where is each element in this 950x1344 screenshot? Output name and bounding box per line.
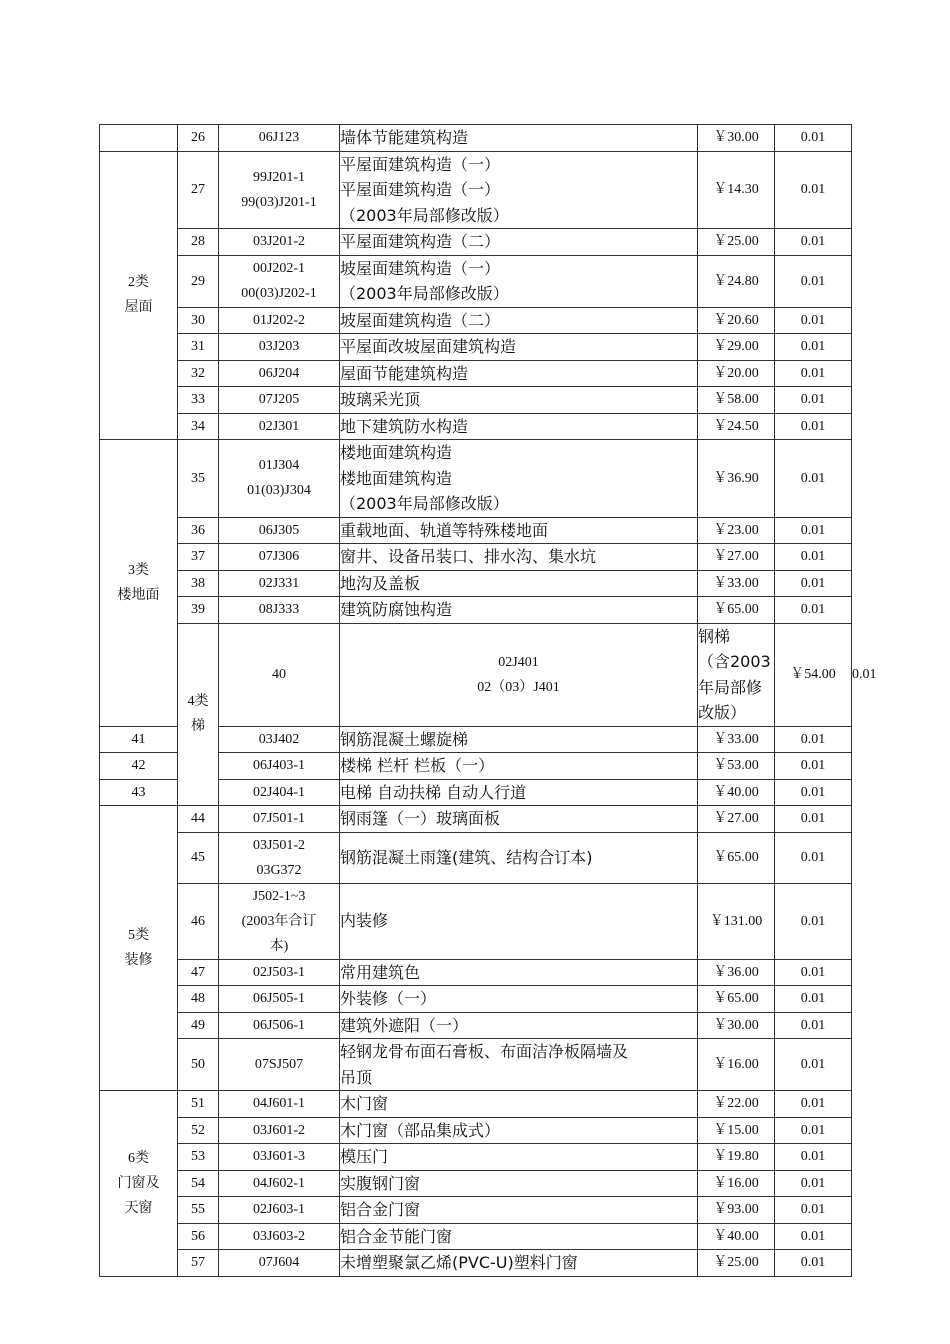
standard-code-line: 02J401 (498, 654, 539, 670)
standard-title (340, 1012, 698, 1039)
table-row (100, 440, 852, 518)
standard-code-line: 06J506-1 (252, 1017, 306, 1033)
rate-cell: 0.01 (775, 440, 852, 518)
price-cell: ￥25.00 (698, 229, 775, 256)
standard-title (340, 255, 698, 307)
row-number: 46 (178, 883, 219, 959)
standard-code-line: 07J604 (258, 1255, 300, 1271)
rate-cell: 0.01 (775, 151, 852, 229)
standard-title-line: 重载地面、轨道等特殊楼地面 (340, 520, 549, 540)
standard-title-line: 地沟及盖板 (340, 573, 421, 593)
row-number: 35 (178, 440, 219, 518)
price-cell: ￥16.00 (698, 1039, 775, 1091)
price-cell: ￥24.80 (698, 255, 775, 307)
standard-title-line: 铝合金节能门窗 (340, 1226, 453, 1246)
rate-cell: 0.01 (775, 570, 852, 597)
standard-title-line: 轻钢龙骨布面石膏板、布面洁净板隔墙及 (340, 1042, 629, 1061)
category-label: 门窗及 (117, 1175, 160, 1191)
standard-code-line: 07J501-1 (252, 811, 306, 827)
price-cell: ￥20.60 (698, 307, 775, 334)
rate-cell: 0.01 (775, 597, 852, 624)
standard-code (219, 360, 340, 387)
table-row (100, 1223, 852, 1250)
standard-title (698, 623, 775, 726)
row-number: 33 (178, 387, 219, 414)
category-label: 4类 (187, 694, 209, 710)
table-row (100, 360, 852, 387)
standard-title-line: 外装修（一） (340, 989, 437, 1008)
price-cell: ￥65.00 (698, 597, 775, 624)
standard-title (340, 779, 698, 806)
standard-code-line: 03J603-2 (252, 1228, 306, 1244)
price-cell: ￥40.00 (698, 1223, 775, 1250)
table-row (100, 387, 852, 414)
standard-title-line: 内装修 (340, 911, 389, 931)
rate-cell: 0.01 (775, 1223, 852, 1250)
category-cell (100, 806, 178, 1091)
standard-title (340, 125, 698, 152)
price-cell: ￥65.00 (698, 986, 775, 1013)
standard-title-line: 铝合金门窗 (340, 1200, 421, 1219)
standard-title (340, 413, 698, 440)
standard-title-line: （2003年局部修改版） (340, 494, 509, 513)
price-cell: ￥36.00 (698, 959, 775, 986)
row-number: 44 (178, 806, 219, 833)
rate-cell: 0.01 (775, 883, 852, 959)
standard-code-line: 00J202-1 (252, 261, 306, 276)
price-cell: ￥33.00 (698, 570, 775, 597)
standard-title-line: 窗井、设备吊装口、排水沟、集水坑 (340, 547, 597, 566)
standard-code (219, 753, 340, 780)
row-number: 55 (178, 1197, 219, 1224)
price-cell: ￥14.30 (698, 151, 775, 229)
rate-cell: 0.01 (775, 986, 852, 1013)
standard-title-line: 木门窗（部品集成式） (340, 1120, 501, 1140)
standard-code (219, 1223, 340, 1250)
rate-cell: 0.01 (775, 1250, 852, 1277)
rate-cell: 0.01 (775, 125, 852, 152)
price-cell: ￥23.00 (698, 517, 775, 544)
standard-code (219, 255, 340, 307)
standard-code-line: 03J601-3 (252, 1149, 306, 1165)
table-row (100, 125, 852, 152)
standard-code-line: 02J404-1 (252, 784, 306, 800)
standard-code-line: 03J203 (258, 339, 300, 355)
rate-cell: 0.01 (775, 1012, 852, 1039)
standard-code (219, 1039, 340, 1091)
row-number: 31 (178, 334, 219, 361)
category-label: 6类 (128, 1150, 149, 1166)
price-cell: ￥93.00 (698, 1197, 775, 1224)
standard-title-line: （2003年局部修改版） (340, 205, 509, 225)
row-number: 45 (178, 832, 219, 883)
price-cell: ￥58.00 (698, 387, 775, 414)
row-number: 26 (178, 125, 219, 152)
standard-code (219, 1197, 340, 1224)
standard-title-line: 墙体节能建筑构造 (340, 128, 469, 147)
standard-title (340, 1197, 698, 1224)
row-number: 43 (100, 779, 178, 806)
standard-title (340, 883, 698, 959)
standard-code (219, 517, 340, 544)
row-number: 48 (178, 986, 219, 1013)
rate-cell: 0.01 (775, 413, 852, 440)
standard-code-line: 99J201-1 (252, 169, 306, 185)
row-number: 30 (178, 307, 219, 334)
standard-code (219, 544, 340, 571)
standard-code (219, 413, 340, 440)
row-number: 42 (100, 753, 178, 780)
standard-code-line: 02J301 (258, 418, 300, 434)
standard-code (219, 1012, 340, 1039)
standard-title-line: 楼梯 栏杆 栏板（一） (340, 756, 495, 775)
standard-title (340, 360, 698, 387)
standard-title (340, 1223, 698, 1250)
row-number: 37 (178, 544, 219, 571)
table-row (100, 883, 852, 959)
row-number: 57 (178, 1250, 219, 1277)
standard-title (340, 753, 698, 780)
category-label: 梯 (191, 719, 205, 735)
standard-code-line: 02J503-1 (252, 964, 306, 980)
standard-title-line: 地下建筑防水构造 (340, 416, 469, 436)
standard-title-line: 未增塑聚氯乙烯(PVC-U)塑料门窗 (340, 1253, 578, 1272)
row-number: 56 (178, 1223, 219, 1250)
standard-title-line: 建筑防腐蚀构造 (340, 600, 453, 619)
rate-cell: 0.01 (775, 360, 852, 387)
rate-cell: 0.01 (775, 334, 852, 361)
category-cell (100, 1091, 178, 1277)
standard-title-line: 坡屋面建筑构造（二） (340, 310, 501, 330)
table-row (100, 229, 852, 256)
rate-cell: 0.01 (775, 1144, 852, 1171)
standard-code-line: 07J306 (258, 549, 300, 565)
standard-code (219, 1250, 340, 1277)
standard-code (219, 334, 340, 361)
catalog-body (100, 125, 877, 1277)
standard-code (219, 1117, 340, 1144)
table-row (100, 1012, 852, 1039)
standard-code-line: 99(03)J201-1 (241, 194, 317, 210)
row-number: 34 (178, 413, 219, 440)
standard-code-line: 02（03）J401 (477, 679, 560, 695)
category-cell (178, 623, 219, 806)
standard-code (340, 623, 698, 726)
row-number: 39 (178, 597, 219, 624)
standard-title-line: 常用建筑色 (340, 962, 421, 982)
row-number: 41 (100, 726, 178, 753)
category-label: 楼地面 (117, 587, 160, 603)
table-row (100, 151, 852, 229)
rate-cell: 0.01 (775, 726, 852, 753)
standard-code-line: 08J333 (258, 602, 300, 618)
standard-title (340, 307, 698, 334)
table-row (100, 413, 852, 440)
row-number: 27 (178, 151, 219, 229)
standard-title (340, 1091, 698, 1118)
standard-title (340, 1117, 698, 1144)
table-row (100, 1091, 852, 1118)
table-row (100, 1170, 852, 1197)
table-row: 4类 梯 40 02J401 02（03）J401 钢梯 （含2003年局部修改版） ￥54.00 0.01 (100, 623, 852, 726)
row-number: 53 (178, 1144, 219, 1171)
standard-title-line: 屋面节能建筑构造 (340, 363, 469, 383)
row-number: 50 (178, 1039, 219, 1091)
table-row (100, 1144, 852, 1171)
standard-title (340, 544, 698, 571)
standard-code-line: J502-1~3 (252, 888, 306, 904)
standard-code-line: 06J123 (258, 130, 300, 146)
standard-code (219, 440, 340, 518)
standard-title (340, 959, 698, 986)
standard-code (219, 387, 340, 414)
price-cell: ￥22.00 (698, 1091, 775, 1118)
standard-title-line: 楼地面建筑构造 (340, 468, 453, 488)
price-cell: ￥36.90 (698, 440, 775, 518)
standard-code (219, 151, 340, 229)
standard-code (219, 959, 340, 986)
row-number: 52 (178, 1117, 219, 1144)
price-cell: ￥40.00 (698, 779, 775, 806)
standard-title (340, 334, 698, 361)
row-number: 49 (178, 1012, 219, 1039)
row-number: 54 (178, 1170, 219, 1197)
rate-cell: 0.01 (775, 832, 852, 883)
standard-code-line: 03J402 (258, 731, 300, 747)
standard-code (219, 1091, 340, 1118)
rate-cell: 0.01 (775, 1170, 852, 1197)
standard-code (219, 726, 340, 753)
standard-title-line: 平屋面改坡屋面建筑构造 (340, 337, 517, 356)
row-number: 38 (178, 570, 219, 597)
standard-title-line: 楼地面建筑构造 (340, 443, 453, 462)
standard-code-line: 04J602-1 (252, 1175, 306, 1191)
price-cell: ￥27.00 (698, 544, 775, 571)
table-row (100, 832, 852, 883)
price-cell: ￥27.00 (698, 806, 775, 833)
price-cell: ￥65.00 (698, 832, 775, 883)
row-number: 29 (178, 255, 219, 307)
rate-cell: 0.01 (775, 779, 852, 806)
category-label: 装修 (124, 953, 153, 968)
category-cell (100, 151, 178, 440)
standard-code-line: 03J201-2 (252, 234, 306, 250)
table-row (100, 986, 852, 1013)
standard-title (340, 1250, 698, 1277)
table-row (100, 517, 852, 544)
standard-title-line: 模压门 (340, 1147, 389, 1166)
table-row (100, 255, 852, 307)
standard-code (219, 125, 340, 152)
rate-cell: 0.01 (775, 387, 852, 414)
standard-code (219, 597, 340, 624)
standard-title-line: 平屋面建筑构造（一） (340, 154, 501, 174)
rate-cell: 0.01 (775, 806, 852, 833)
rate-cell: 0.01 (775, 1117, 852, 1144)
standard-title-line: 钢雨篷（一）玻璃面板 (340, 809, 501, 828)
standard-code-line: 03J601-2 (252, 1122, 306, 1138)
standard-code-line: 06J505-1 (252, 991, 306, 1007)
standard-code (219, 883, 340, 959)
standard-code-line: 02J603-1 (252, 1202, 306, 1218)
standard-title (340, 832, 698, 883)
table-row (100, 544, 852, 571)
standard-code (219, 832, 340, 883)
rate-cell: 0.01 (775, 544, 852, 571)
standard-code (219, 570, 340, 597)
row-number: 47 (178, 959, 219, 986)
standard-code-line: 07J205 (258, 392, 300, 408)
standard-title-line: 建筑外遮阳（一） (340, 1015, 469, 1035)
row-number: 28 (178, 229, 219, 256)
category-label: 3类 (128, 562, 149, 578)
standard-title-line: （含2003年局部修改版） (698, 652, 771, 722)
table-row (100, 1117, 852, 1144)
standard-title (340, 597, 698, 624)
standard-title-line: 钢梯 (698, 626, 731, 646)
standard-title (340, 440, 698, 518)
row-number: 32 (178, 360, 219, 387)
standard-title-line: 平屋面建筑构造（二） (340, 232, 501, 251)
standard-title-line: 吊顶 (340, 1067, 373, 1087)
table-row (100, 959, 852, 986)
category-cell-empty (100, 125, 178, 152)
standard-code-line: 01(03)J304 (247, 483, 311, 499)
row-number: 36 (178, 517, 219, 544)
rate-cell: 0.01 (775, 229, 852, 256)
standard-title-line: 钢筋混凝土雨篷(建筑、结构合订本) (340, 847, 593, 867)
standard-code-line: 01J304 (258, 458, 300, 474)
table-row (100, 1250, 852, 1277)
standard-code-line: 06J403-1 (252, 758, 306, 774)
standard-code (219, 806, 340, 833)
category-label: 5类 (128, 928, 149, 943)
rate-cell: 0.01 (775, 1039, 852, 1091)
price-cell: ￥131.00 (698, 883, 775, 959)
standard-code-line: 06J204 (258, 365, 300, 381)
standard-title (340, 986, 698, 1013)
standard-title-line: （2003年局部修改版） (340, 284, 509, 303)
category-label: 屋面 (124, 300, 153, 316)
standard-title (340, 1039, 698, 1091)
table-row (100, 570, 852, 597)
standard-code (219, 1170, 340, 1197)
rate-cell: 0.01 (775, 959, 852, 986)
standard-code (219, 1144, 340, 1171)
standard-title (340, 517, 698, 544)
standard-code-line: 01J202-2 (252, 312, 306, 328)
standard-code-line: 03J501-2 (252, 837, 306, 853)
price-cell: ￥30.00 (698, 125, 775, 152)
standard-title-line: 玻璃采光顶 (340, 390, 421, 409)
rate-cell: 0.01 (775, 753, 852, 780)
rate-cell: 0.01 (775, 1091, 852, 1118)
standard-title (340, 1144, 698, 1171)
rate-cell: 0.01 (775, 255, 852, 307)
standard-title-line: 木门窗 (340, 1094, 389, 1113)
standard-code (219, 229, 340, 256)
table-row (100, 334, 852, 361)
standard-title (340, 1170, 698, 1197)
standards-catalog-table (99, 124, 877, 1277)
standard-title (340, 151, 698, 229)
price-cell: ￥29.00 (698, 334, 775, 361)
standard-code-line: 06J305 (258, 522, 300, 538)
standard-title-line: 平屋面建筑构造（一） (340, 180, 501, 199)
standard-code-line: 03G372 (256, 862, 302, 878)
table-row (100, 1039, 852, 1091)
standard-title (340, 726, 698, 753)
standard-code-line: 07SJ507 (254, 1057, 304, 1072)
price-cell: ￥20.00 (698, 360, 775, 387)
rate-cell: 0.01 (775, 517, 852, 544)
standard-code (219, 986, 340, 1013)
category-cell (100, 440, 178, 727)
standard-code-line: 00(03)J202-1 (241, 286, 317, 301)
price-cell: ￥19.80 (698, 1144, 775, 1171)
standard-title-line: 实腹钢门窗 (340, 1173, 421, 1193)
rate-cell: 0.01 (775, 1197, 852, 1224)
price-cell: ￥30.00 (698, 1012, 775, 1039)
standard-code (219, 307, 340, 334)
row-number: 51 (178, 1091, 219, 1118)
standard-title (340, 387, 698, 414)
table-row (100, 806, 852, 833)
standard-title (340, 229, 698, 256)
standard-code-line: 本) (269, 938, 289, 954)
row-number: 40 (219, 623, 340, 726)
price-cell: ￥24.50 (698, 413, 775, 440)
standard-code-line: 02J331 (258, 575, 300, 591)
standard-title-line: 电梯 自动扶梯 自动人行道 (340, 782, 527, 802)
table-row (100, 1197, 852, 1224)
price-cell: ￥54.00 (775, 623, 852, 726)
standard-code-line: 04J601-1 (252, 1096, 306, 1112)
table-row (100, 597, 852, 624)
standard-code-line: (2003年合订 (241, 913, 317, 929)
standard-title-line: 坡屋面建筑构造（一） (340, 258, 501, 278)
price-cell: ￥16.00 (698, 1170, 775, 1197)
table-row (100, 307, 852, 334)
category-label: 2类 (128, 275, 149, 291)
standard-title (340, 570, 698, 597)
rate-cell: 0.01 (775, 307, 852, 334)
category-label: 天窗 (124, 1200, 153, 1216)
standard-code (219, 779, 340, 806)
price-cell: ￥25.00 (698, 1250, 775, 1277)
price-cell: ￥53.00 (698, 753, 775, 780)
standard-title (340, 806, 698, 833)
standard-title-line: 钢筋混凝土螺旋梯 (340, 729, 469, 749)
price-cell: ￥33.00 (698, 726, 775, 753)
price-cell: ￥15.00 (698, 1117, 775, 1144)
